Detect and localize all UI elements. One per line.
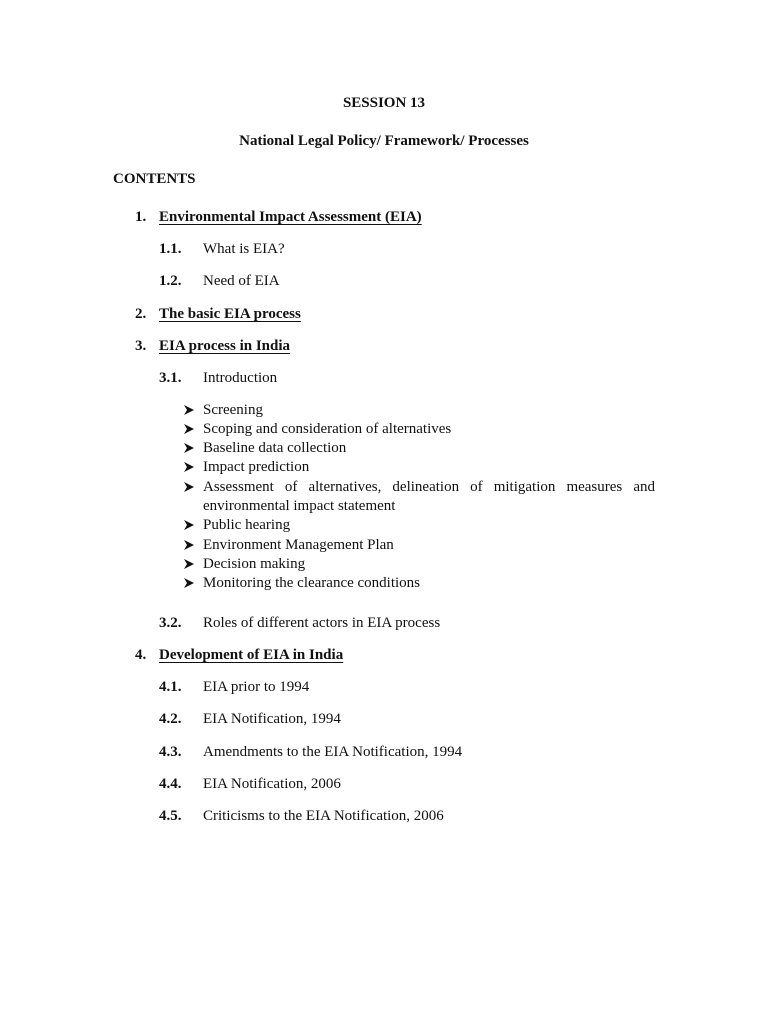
subsection-number: 4.5. xyxy=(159,808,182,824)
arrowhead-bullet-icon xyxy=(183,556,197,574)
bullet-item: Monitoring the clearance conditions xyxy=(203,575,421,591)
section-number: 3. xyxy=(135,338,147,354)
arrowhead-bullet-icon xyxy=(183,421,197,439)
subsection-number: 4.2. xyxy=(159,711,182,727)
subsection-title: Amendments to the EIA Notification, 1994 xyxy=(203,744,463,760)
arrowhead-bullet-icon xyxy=(183,440,197,458)
section-title: Development of EIA in India xyxy=(159,647,344,663)
subsection-title: Criticisms to the EIA Notification, 2006 xyxy=(203,808,444,824)
subsection-title: EIA Notification, 2006 xyxy=(203,776,341,792)
subsection-number: 3.1. xyxy=(159,370,182,386)
arrowhead-bullet-icon xyxy=(183,575,197,593)
subsection-title: What is EIA? xyxy=(203,241,285,257)
subsection-title: EIA prior to 1994 xyxy=(203,679,310,695)
subsection-number: 4.4. xyxy=(159,776,182,792)
subsection-title: EIA Notification, 1994 xyxy=(203,711,341,727)
bullet-item: Public hearing xyxy=(203,517,291,533)
subsection-title: Need of EIA xyxy=(203,273,280,289)
subsection-number: 1.2. xyxy=(159,273,182,289)
contents-heading: CONTENTS xyxy=(113,171,196,187)
arrowhead-bullet-icon xyxy=(183,537,197,555)
subsection-number: 4.1. xyxy=(159,679,182,695)
bullet-item: Baseline data collection xyxy=(203,440,347,456)
bullet-item: Impact prediction xyxy=(203,459,310,475)
section-number: 1. xyxy=(135,209,147,225)
subsection-number: 4.3. xyxy=(159,744,182,760)
section-title: Environmental Impact Assessment (EIA) xyxy=(159,209,422,225)
bullet-item: Screening xyxy=(203,402,263,418)
bullet-item-line: Assessment of alternatives, delineation of mitigation measures and xyxy=(203,479,655,495)
bullet-item xyxy=(203,478,655,517)
section-number: 2. xyxy=(135,306,147,322)
bullet-item: Environment Management Plan xyxy=(203,537,394,553)
section-number: 4. xyxy=(135,647,147,663)
section-title: The basic EIA process xyxy=(159,306,301,322)
subsection-title: Introduction xyxy=(203,370,278,386)
subsection-number: 1.1. xyxy=(159,241,182,257)
arrowhead-bullet-icon xyxy=(183,402,197,420)
bullet-item: Decision making xyxy=(203,556,306,572)
session-title: SESSION 13 xyxy=(342,95,426,111)
page-subtitle: National Legal Policy/ Framework/ Processes xyxy=(239,133,529,149)
section-title: EIA process in India xyxy=(159,338,291,354)
arrowhead-bullet-icon xyxy=(183,517,197,535)
bullet-item: Scoping and consideration of alternatives xyxy=(203,421,452,437)
bullet-item-line: environmental impact statement xyxy=(203,498,396,515)
arrowhead-bullet-icon xyxy=(183,479,197,497)
subsection-title: Roles of different actors in EIA process xyxy=(203,615,441,631)
arrowhead-bullet-icon xyxy=(183,459,197,477)
subsection-number: 3.2. xyxy=(159,615,182,631)
